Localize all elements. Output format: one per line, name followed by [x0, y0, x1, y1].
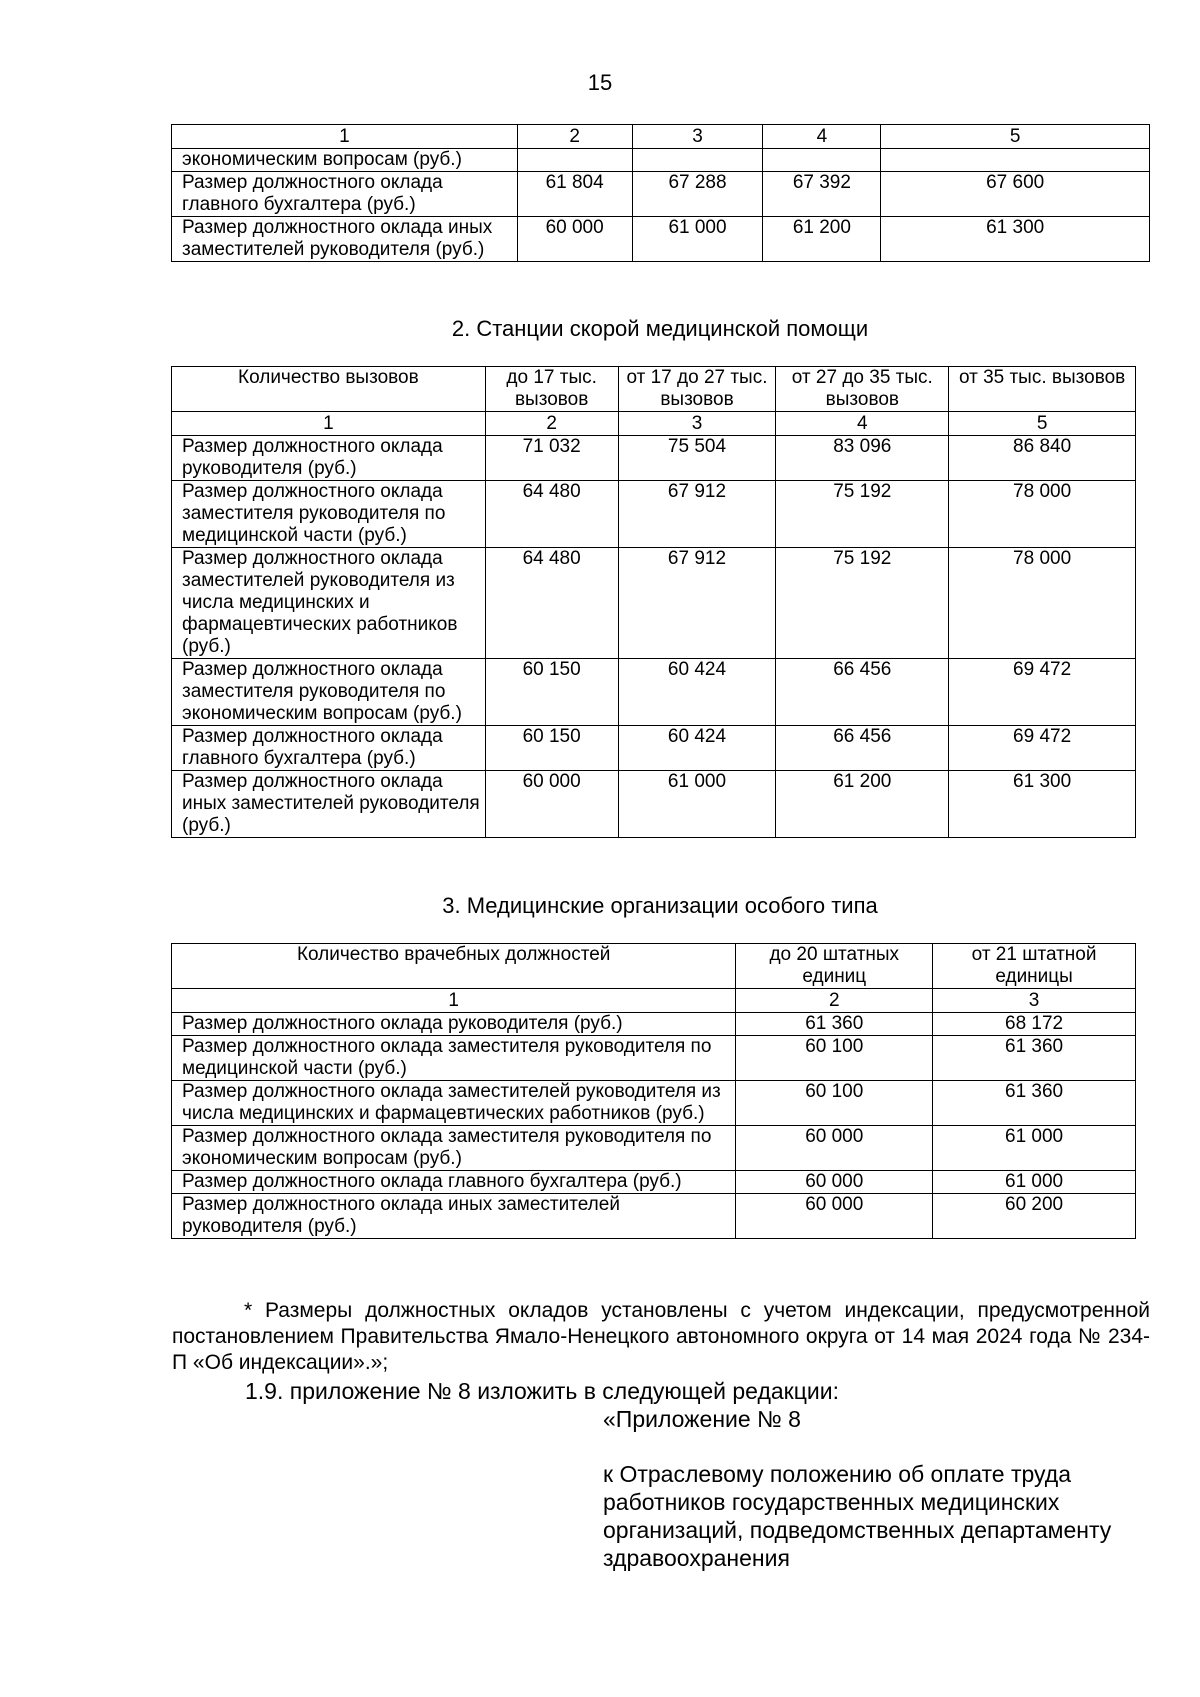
cell-value: 60 000 [517, 217, 632, 262]
row-label: Размер должностного оклада заместителя руководителя по медицинской части (руб.) [172, 1036, 736, 1081]
row-label: Размер должностного оклада иных заместителей руководителя (руб.) [172, 771, 486, 838]
cell-value: 83 096 [776, 436, 949, 481]
cell-value: 61 200 [763, 217, 881, 262]
cell-value: 61 300 [949, 771, 1136, 838]
cell-value: 78 000 [949, 548, 1136, 659]
cell-value: 86 840 [949, 436, 1136, 481]
table-row [172, 771, 1136, 838]
table-continuation [171, 124, 1150, 262]
column-header: до 20 штатных единиц [736, 944, 933, 989]
cell-value: 60 200 [933, 1194, 1136, 1239]
column-number: 4 [776, 412, 949, 436]
cell-value: 61 200 [776, 771, 949, 838]
cell-value: 60 100 [736, 1036, 933, 1081]
cell-value: 61 360 [933, 1036, 1136, 1081]
table-row [172, 548, 1136, 659]
cell-value: 66 456 [776, 659, 949, 726]
table-row [172, 436, 1136, 481]
column-number: 4 [763, 125, 881, 149]
column-numbers-row [172, 412, 1136, 436]
table-header-row [172, 125, 1150, 149]
item-1-9: 1.9. приложение № 8 изложить в следующей редакции: [245, 1378, 839, 1404]
cell-value: 64 480 [485, 548, 618, 659]
cell-value: 67 392 [763, 172, 881, 217]
cell-value: 61 360 [933, 1081, 1136, 1126]
appendix-text: к Отраслевому положению об оплате труда работников государственных медицинских организаций, подведомственных департаменту здравоохранения [603, 1461, 1112, 1571]
table-row [172, 172, 1150, 217]
column-header: от 17 до 27 тыс. вызовов [618, 367, 776, 412]
table-special-organizations [171, 943, 1136, 1239]
cell-value: 69 472 [949, 659, 1136, 726]
cell-value: 61 000 [933, 1171, 1136, 1194]
row-label: Размер должностного оклада заместителя руководителя по медицинской части (руб.) [172, 481, 486, 548]
cell-value: 66 456 [776, 726, 949, 771]
cell-value: 69 472 [949, 726, 1136, 771]
column-number: 5 [949, 412, 1136, 436]
column-number: 1 [172, 412, 486, 436]
table-row [172, 481, 1136, 548]
cell-value: 61 000 [618, 771, 776, 838]
column-number: 1 [172, 989, 736, 1013]
table-row [172, 217, 1150, 262]
row-label: Размер должностного оклада заместителей руководителя из числа медицинских и фармацевтических работников (руб.) [172, 1081, 736, 1126]
cell-value: 71 032 [485, 436, 618, 481]
column-header: до 17 тыс. вызовов [485, 367, 618, 412]
row-label: Размер должностного оклада заместителя руководителя по экономическим вопросам (руб.) [172, 659, 486, 726]
table-row [172, 659, 1136, 726]
column-number: 3 [632, 125, 763, 149]
cell-value: 61 300 [881, 217, 1150, 262]
cell-value: 60 424 [618, 659, 776, 726]
cell-value: 67 288 [632, 172, 763, 217]
table-row [172, 1194, 1136, 1239]
cell-value: 61 000 [632, 217, 763, 262]
cell-value: 60 000 [736, 1171, 933, 1194]
cell-value: 60 150 [485, 726, 618, 771]
cell-value: 60 150 [485, 659, 618, 726]
column-number: 2 [736, 989, 933, 1013]
column-header: Количество врачебных должностей [172, 944, 736, 989]
column-header: от 35 тыс. вызовов [949, 367, 1136, 412]
cell-value: 67 912 [618, 548, 776, 659]
column-header: от 21 штатной единицы [933, 944, 1136, 989]
row-label: экономическим вопросам (руб.) [172, 149, 518, 172]
cell-value [517, 149, 632, 172]
cell-value [632, 149, 763, 172]
table-header-row [172, 367, 1136, 412]
column-header: от 27 до 35 тыс. вызовов [776, 367, 949, 412]
cell-value: 64 480 [485, 481, 618, 548]
table-row [172, 1126, 1136, 1171]
row-label: Размер должностного оклада заместителей руководителя из числа медицинских и фармацевтических работников (руб.) [172, 548, 486, 659]
cell-value: 60 000 [736, 1126, 933, 1171]
table-row [172, 1013, 1136, 1036]
cell-value: 68 172 [933, 1013, 1136, 1036]
row-label: Размер должностного оклада руководителя (руб.) [172, 1013, 736, 1036]
column-number: 3 [933, 989, 1136, 1013]
table-row [172, 149, 1150, 172]
cell-value: 60 100 [736, 1081, 933, 1126]
section-3-title: 3. Медицинские организации особого типа [442, 893, 878, 918]
table-row [172, 726, 1136, 771]
table-header-row [172, 944, 1136, 989]
cell-value: 67 600 [881, 172, 1150, 217]
cell-value: 60 424 [618, 726, 776, 771]
table-ambulance-stations [171, 366, 1136, 838]
table-row [172, 1081, 1136, 1126]
row-label: Размер должностного оклада иных заместителей руководителя (руб.) [172, 1194, 736, 1239]
footnote-text: * Размеры должностных окладов установлены с учетом индексации, предусмотренной постановлением Правительства Ямало-Ненецкого автономного округа от 14 мая 2024 года № 234-П «Об индексации».»; [172, 1299, 1150, 1374]
cell-value: 75 192 [776, 481, 949, 548]
cell-value: 78 000 [949, 481, 1136, 548]
cell-value [881, 149, 1150, 172]
column-number: 2 [517, 125, 632, 149]
cell-value: 67 912 [618, 481, 776, 548]
cell-value: 61 000 [933, 1126, 1136, 1171]
row-label: Размер должностного оклада главного бухгалтера (руб.) [172, 726, 486, 771]
column-number: 1 [172, 125, 518, 149]
row-label: Размер должностного оклада заместителя руководителя по экономическим вопросам (руб.) [172, 1126, 736, 1171]
cell-value: 61 360 [736, 1013, 933, 1036]
column-number: 2 [485, 412, 618, 436]
cell-value: 61 804 [517, 172, 632, 217]
column-numbers-row [172, 989, 1136, 1013]
column-number: 3 [618, 412, 776, 436]
cell-value: 75 504 [618, 436, 776, 481]
row-label: Размер должностного оклада руководителя (руб.) [172, 436, 486, 481]
section-2-title: 2. Станции скорой медицинской помощи [451, 316, 869, 341]
footnote [172, 1298, 1150, 1376]
column-header: Количество вызовов [172, 367, 486, 412]
row-label: Размер должностного оклада главного бухгалтера (руб.) [172, 1171, 736, 1194]
column-number: 5 [881, 125, 1150, 149]
table-row [172, 1036, 1136, 1081]
cell-value: 75 192 [776, 548, 949, 659]
page-number: 15 [587, 70, 613, 95]
row-label: Размер должностного оклада иных заместителей руководителя (руб.) [172, 217, 518, 262]
cell-value: 60 000 [736, 1194, 933, 1239]
appendix-title: «Приложение № 8 [603, 1406, 801, 1432]
row-label: Размер должностного оклада главного бухгалтера (руб.) [172, 172, 518, 217]
table-row [172, 1171, 1136, 1194]
cell-value: 60 000 [485, 771, 618, 838]
cell-value [763, 149, 881, 172]
